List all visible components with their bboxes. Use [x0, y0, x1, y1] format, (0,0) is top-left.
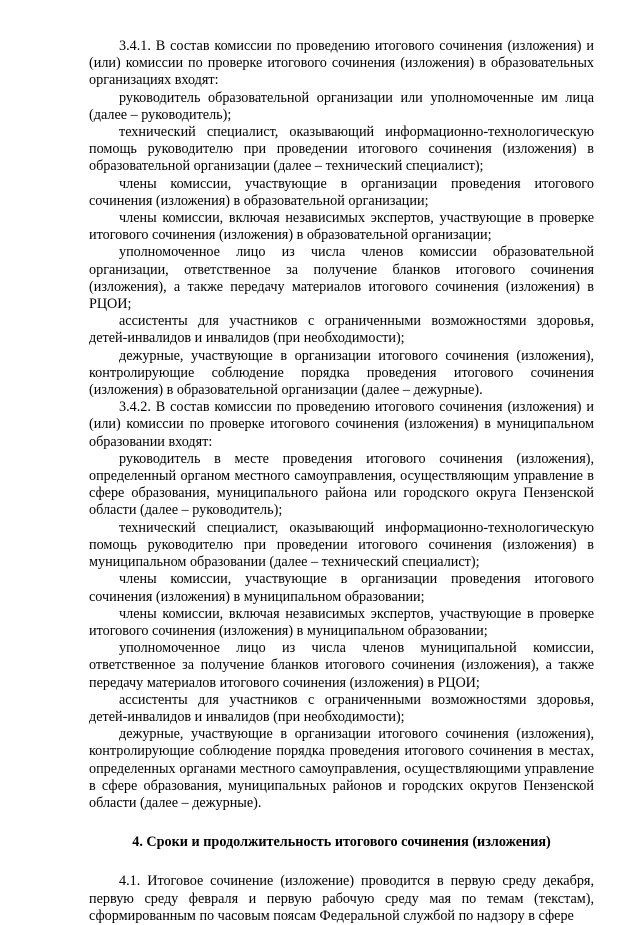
- paragraph-3-4-1-item-members: члены комиссии, участвующие в организации проведения итогового сочинения (изложения) в образовательной организации;: [89, 175, 594, 209]
- section-4-heading: 4. Сроки и продолжительность итогового сочинения (изложения): [132, 834, 551, 851]
- paragraph-3-4-1-item-authorized: уполномоченное лицо из числа членов комиссии образовательной организации, ответственное за получение бланков итогового сочинения (изложения), а также передачу материалов итогового сочинения (изложения) в РЦОИ;: [89, 244, 594, 313]
- paragraph-3-4-2-item-assistants: ассистенты для участников с ограниченными возможностями здоровья, детей-инвалидов и инвалидов (при необходимости);: [89, 691, 594, 725]
- paragraph-3-4-2-intro: 3.4.2. В состав комиссии по проведению итогового сочинения (изложения) и (или) комиссии по проверке итогового сочинения (изложения) в муниципальном образовании входят:: [89, 399, 594, 450]
- paragraph-3-4-1-item-head: руководитель образовательной организации или уполномоченные им лица (далее – руководитель);: [89, 89, 594, 123]
- paragraph-3-4-1-item-tech: технический специалист, оказывающий информационно-технологическую помощь руководителю при проведении итогового сочинения (изложения) в образовательной организации (далее – технический специалист);: [89, 124, 594, 175]
- paragraph-3-4-1-item-assistants: ассистенты для участников с ограниченными возможностями здоровья, детей-инвалидов и инвалидов (при необходимости);: [89, 313, 594, 347]
- paragraph-3-4-1-item-experts: члены комиссии, включая независимых экспертов, участвующие в проверке итогового сочинения (изложения) в образовательной организации;: [89, 210, 594, 244]
- paragraph-3-4-2-item-authorized: уполномоченное лицо из числа членов муниципальной комиссии, ответственное за получение бланков итогового сочинения (изложения), а также передачу материалов итогового сочинения (изложения) в РЦОИ;: [89, 640, 594, 691]
- paragraph-3-4-2-item-duty: дежурные, участвующие в организации итогового сочинения (изложения), контролирующие соблюдение порядка проведения итогового сочинения в местах, определенных органами местного самоуправления, осуществляющими управление в сфере образования, муниципальных районов и городских округов Пензенской области (далее – дежурные).: [89, 726, 594, 811]
- paragraph-4-1: 4.1. Итоговое сочинение (изложение) проводится в первую среду декабря, первую среду февраля и первую рабочую среду мая по темам (текстам), сформированным по часовым поясам Федеральной службой по надзору в сфере: [89, 873, 594, 924]
- paragraph-3-4-2-item-experts: члены комиссии, включая независимых экспертов, участвующие в проверке итогового сочинения (изложения) в муниципальном образовании;: [89, 605, 594, 639]
- paragraph-3-4-2-item-tech: технический специалист, оказывающий информационно-технологическую помощь руководителю при проведении итогового сочинения (изложения) в муниципальном образовании (далее – технический специалист);: [89, 519, 594, 571]
- paragraph-3-4-1-item-duty: дежурные, участвующие в организации итогового сочинения (изложения), контролирующие соблюдение порядка проведения итогового сочинения (изложения) в образовательной организации (далее – дежурные).: [89, 347, 594, 399]
- paragraph-3-4-2-item-head: руководитель в месте проведения итогового сочинения (изложения), определенный органом местного самоуправления, осуществляющим управление в сфере образования, муниципального района или городского округа Пензенской области (далее – руководитель);: [89, 450, 594, 519]
- paragraph-3-4-1-intro: 3.4.1. В состав комиссии по проведению итогового сочинения (изложения) и (или) комиссии по проверке итогового сочинения (изложения) в образовательных организациях входят:: [89, 38, 594, 89]
- document-body: [89, 38, 594, 925]
- paragraph-3-4-2-item-members: члены комиссии, участвующие в организации проведения итогового сочинения (изложения) в муниципальном образовании;: [89, 571, 594, 605]
